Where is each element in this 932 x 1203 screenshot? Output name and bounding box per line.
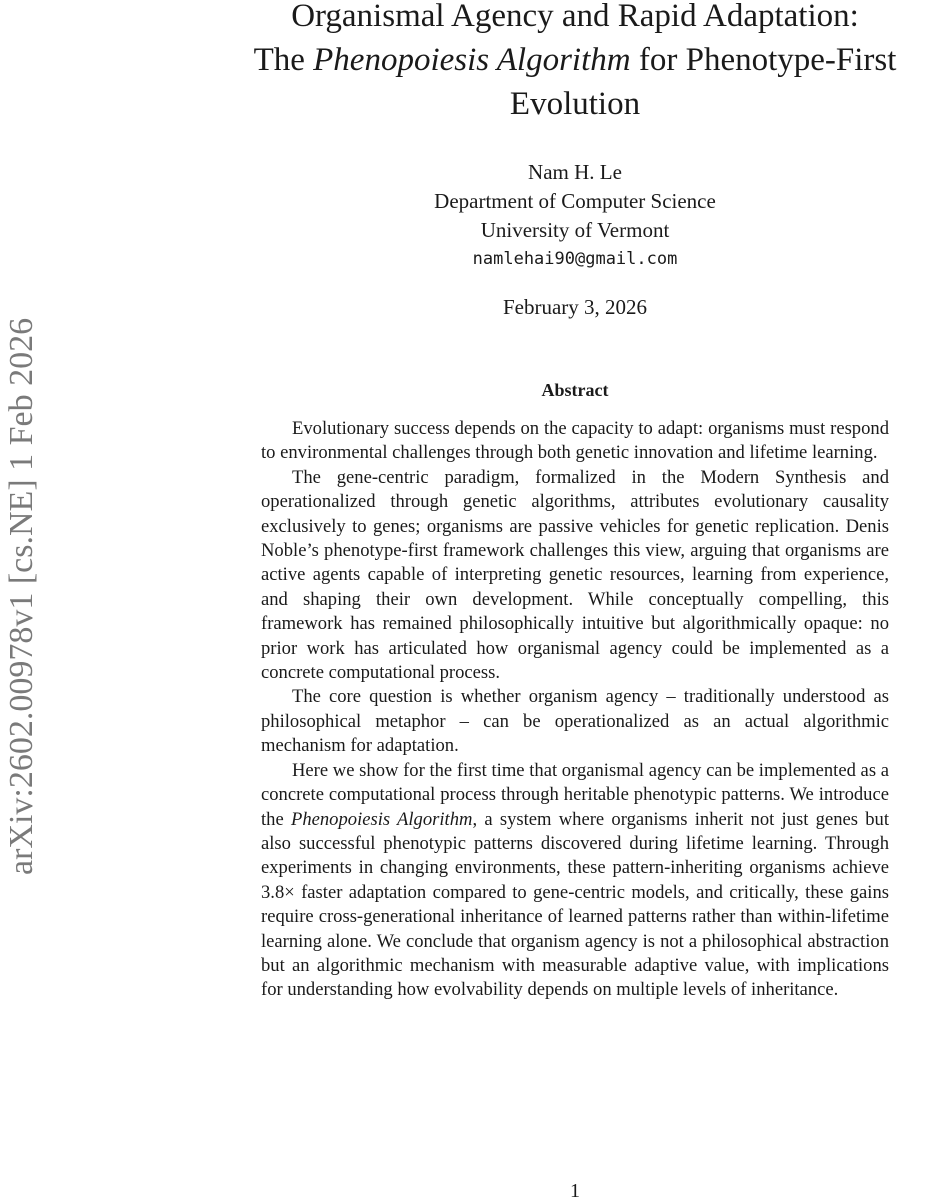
abstract-paragraph-3: The core question is whether organism agency – traditionally understood as philosophical metaphor – can be operationalized as an actual algorithmic mechanism for adaptation. xyxy=(261,686,889,757)
title-line-2-suffix: for Phenotype-First xyxy=(630,42,897,78)
abstract-p4-before: Here we show for the first time that organismal agency can be implemented as a concrete computational process through heritable phenotypic patterns. We introduce the xyxy=(261,759,889,830)
title-line-1: Organismal Agency and Rapid Adaptation: xyxy=(291,0,859,34)
title-algorithm-name: Phenopoiesis Algorithm xyxy=(313,42,631,78)
abstract-heading: Abstract xyxy=(541,380,609,400)
abstract-p4-after: , a system where organisms inherit not just genes but also successful phenotypic patterns discovered during lifetime learning. Through experiments in changing environments, these pattern-inheriting organisms achieve 3.8× faster adaptation compared to gene-centric models, and critically, these gains require cross-generational inheritance of learned patterns rather than within-lifetime learning alone. We conclude that organism agency is not a philosophical abstraction but an algorithmic mechanism with measurable adaptive value, with implications for understanding how evolvability depends on multiple levels of inheritance. xyxy=(261,808,890,1001)
page-number: 1 xyxy=(570,1180,580,1202)
paper-title xyxy=(180,0,932,126)
author-name: Nam H. Le xyxy=(528,160,622,184)
author-block xyxy=(260,158,890,274)
abstract-paragraph-1: Evolutionary success depends on the capacity to adapt: organisms must respond to environmental challenges through both genetic innovation and lifetime learning. xyxy=(261,418,889,464)
title-line-3: Evolution xyxy=(509,86,641,122)
publication-date: February 3, 2026 xyxy=(502,295,648,319)
abstract-algorithm-name: Phenopoiesis Algorithm xyxy=(290,808,473,830)
author-email[interactable]: namlehai90@gmail.com xyxy=(472,249,678,269)
title-line-2 xyxy=(180,38,932,82)
author-university: University of Vermont xyxy=(480,218,670,242)
author-department: Department of Computer Science xyxy=(434,189,716,213)
title-line-2-prefix: The xyxy=(253,42,314,78)
arxiv-identifier: arXiv:2602.00978v1 [cs.NE] 1 Feb 2026 xyxy=(3,317,40,875)
abstract-body xyxy=(261,417,889,1003)
abstract-paragraph-4 xyxy=(261,759,889,1003)
abstract-paragraph-2: The gene-centric paradigm, formalized in the Modern Synthesis and operationalized through genetic algorithms, attributes evolutionary causality exclusively to genes; organisms are passive vehicles for genetic replication. Denis Noble’s phenotype-first framework challenges this view, arguing that organisms are active agents capable of interpreting genetic resources, learning from experience, and shaping their own development. While conceptually compelling, this framework has remained philosophically intuitive but algorithmically opaque: no prior work has articulated how organismal agency could be implemented as a concrete computational process. xyxy=(261,466,889,684)
